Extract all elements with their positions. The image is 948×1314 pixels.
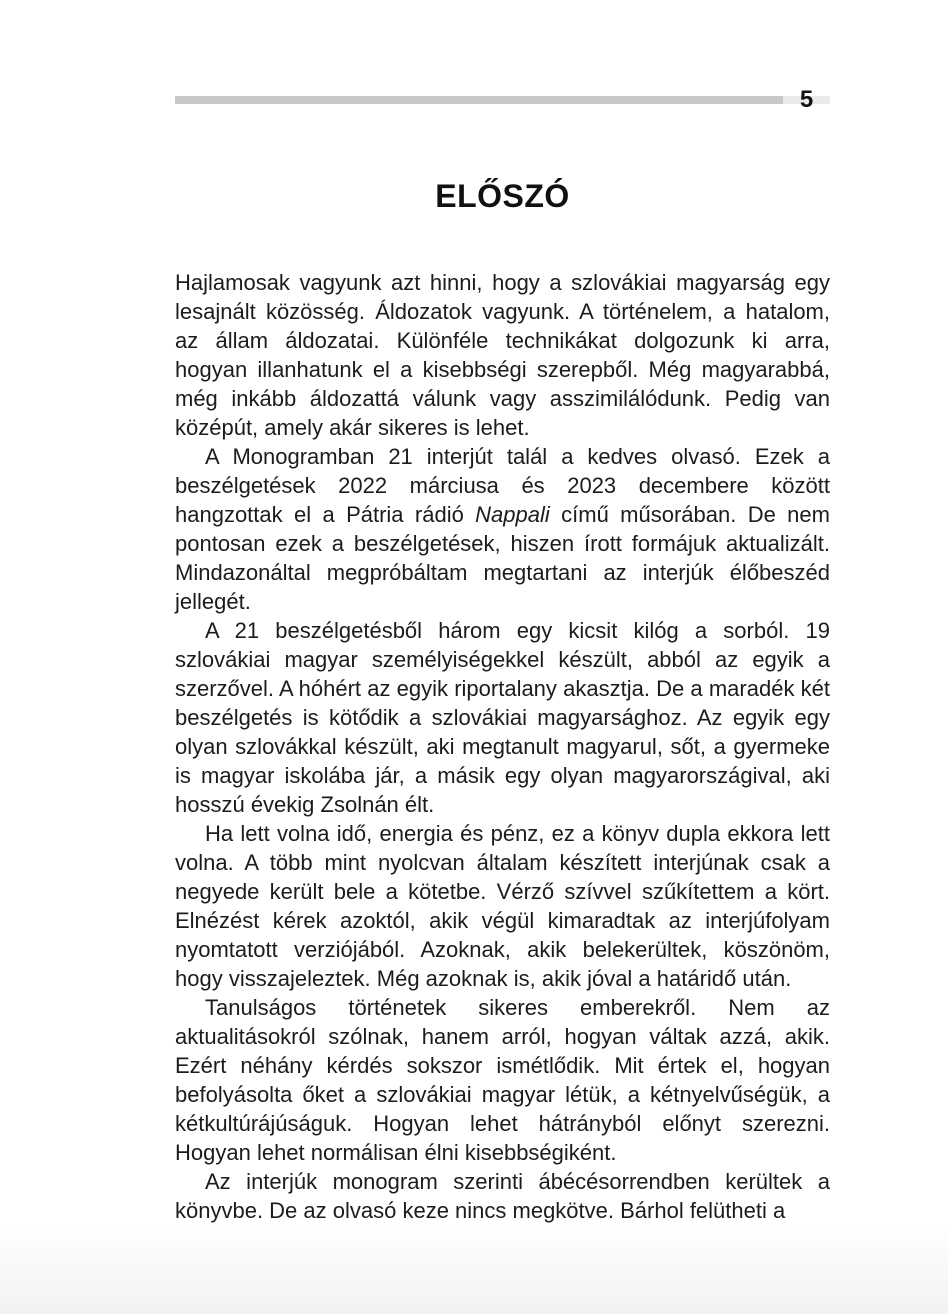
text-run: Ha lett volna idő, energia és pénz, ez a könyv dupla ekkora lett volna. A több mint nyolcvan általam készített interjúnak csak a negyede került bele a kötetbe. Vérző szívvel szűkítettem a kört. Elnézést kérek azoktól, akik végül kimaradtak az interjúfolyam nyomtatott verziójából. Azoknak, akik belekerültek, köszönöm, hogy visszajeleztek. Még azoknak is, akik jóval a határidő után. [175,821,830,991]
text-run: A Monogramban 21 interjút talál a kedves olvasó. Ezek a beszélgetések 2022 márciusa és 2023 decembere között hangzottak el a Pátria rádió [175,444,830,527]
page-number: 5 [799,86,814,113]
page-body [175,268,830,1225]
paragraph [175,1167,830,1225]
text-run: Az interjúk monogram szerinti ábécésorrendben kerültek a könyvbe. De az olvasó keze nincs megkötve. Bárhol felütheti a [175,1169,830,1223]
text-run: Hajlamosak vagyunk azt hinni, hogy a szlovákiai magyarság egy lesajnált közösség. Áldozatok vagyunk. A történelem, a hatalom, az állam áldozatai. Különféle technikákat dolgozunk ki arra, hogyan illanhatunk el a kisebbségi szerepből. Még magyarabbá, még inkább áldozattá válunk vagy asszimilálódunk. Pedig van középút, amely akár sikeres is lehet. [175,270,830,440]
paragraph [175,442,830,616]
text-run: A 21 beszélgetésből három egy kicsit kilóg a sorból. 19 szlovákiai magyar személyiségekkel készült, abból az egyik a szerzővel. A hóhért az egyik riportalany akasztja. De a maradék két beszélgetés is kötődik a szlovákiai magyarsághoz. Az egyik egy olyan szlovákkal készült, aki megtanult magyarul, sőt, a gyermeke is magyar iskolába jár, a másik egy olyan magyarországival, aki hosszú évekig Zsolnán élt. [175,618,830,817]
header-rule [175,96,783,104]
italic-run: Nappali [475,502,550,527]
paragraph [175,819,830,993]
paragraph [175,993,830,1167]
paragraph [175,268,830,442]
text-run: című műsorában. De nem pontosan ezek a beszélgetések, hiszen írott formájuk aktualizált. Mindazonáltal megpróbáltam megtartani az interjúk élőbeszéd jellegét. [175,502,830,614]
text-run: Tanulságos történetek sikeres emberekről. Nem az aktualitásokról szólnak, hanem arról, hogyan váltak azzá, akik. Ezért néhány kérdés sokszor ismétlődik. Mit értek el, hogyan befolyásolta őket a szlovákiai magyar létük, a kétnyelvűségük, a kétkultúrájúságuk. Hogyan lehet hátrányból előnyt szerezni. Hogyan lehet normálisan élni kisebbségiként. [175,995,830,1165]
chapter-title: ELŐSZÓ [435,178,570,214]
paragraph [175,616,830,819]
